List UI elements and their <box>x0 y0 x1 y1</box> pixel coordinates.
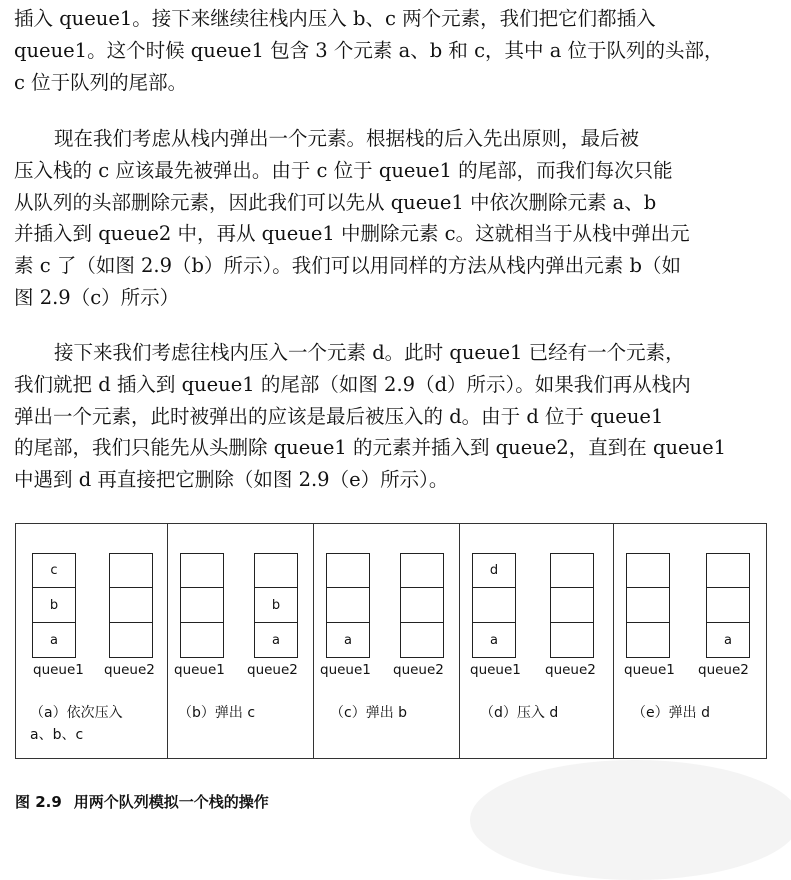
text-line: 我们就把 d 插入到 queue1 的尾部（如图 2.9（d）所示）。如果我们再从栈内 <box>14 372 691 396</box>
text-line: 接下来我们考虑往栈内压入一个元素 d。此时 queue1 已经有一个元素， <box>54 341 685 364</box>
queue-cell <box>626 553 670 588</box>
queue-cell: b <box>254 588 298 623</box>
queue-cell <box>626 588 670 623</box>
queue2-box <box>706 553 750 658</box>
queue-cell <box>326 588 370 623</box>
queue-cell <box>550 588 594 623</box>
figure-panel-b <box>168 524 314 758</box>
panel-caption-line: （d）压入 d <box>480 705 559 721</box>
queue2-box <box>254 553 298 658</box>
paragraph-2 <box>14 123 780 314</box>
queue1-box <box>472 553 516 658</box>
queue-cell <box>400 553 444 588</box>
figure-caption <box>15 791 269 812</box>
queue1-label: queue1 <box>320 662 371 678</box>
queue2-box <box>109 553 153 658</box>
panel-caption <box>178 702 255 724</box>
queue-cell <box>180 553 224 588</box>
text-line: c 位于队列的尾部。 <box>14 70 188 94</box>
panel-caption <box>30 702 123 746</box>
queue-cell <box>706 588 750 623</box>
queue2-label: queue2 <box>545 662 596 678</box>
queue-cell: b <box>32 588 76 623</box>
panel-caption-line: （c）弹出 b <box>330 705 408 721</box>
queue1-label: queue1 <box>174 662 225 678</box>
figure-panel-d <box>460 524 614 758</box>
queue1-label: queue1 <box>624 662 675 678</box>
queue-cell <box>109 623 153 658</box>
background-watermark <box>470 760 791 880</box>
queue-cell: a <box>706 623 750 658</box>
panel-caption-line: （e）弹出 d <box>632 705 710 721</box>
figure-panel-a <box>16 524 168 758</box>
figure-panel-e <box>614 524 766 758</box>
figure-caption-text: 用两个队列模拟一个栈的操作 <box>73 793 269 811</box>
queue-cell <box>550 553 594 588</box>
queue-cell <box>626 623 670 658</box>
queue2-label: queue2 <box>104 662 155 678</box>
text-line: 压入栈的 c 应该最先被弹出。由于 c 位于 queue1 的尾部，而我们每次只能 <box>14 158 673 182</box>
figure-2-9 <box>15 523 767 759</box>
paragraph-3 <box>14 337 780 496</box>
queue-cell <box>109 553 153 588</box>
figure-caption-number: 图 2.9 <box>15 793 62 811</box>
queue-cell <box>254 553 298 588</box>
queue1-label: queue1 <box>33 662 84 678</box>
text-line: 插入 queue1。接下来继续往栈内压入 b、c 两个元素，我们把它们都插入 <box>14 7 656 30</box>
text-line: 图 2.9（c）所示） <box>14 285 180 309</box>
queue1-box <box>32 553 76 658</box>
text-line: 弹出一个元素，此时被弹出的应该是最后被压入的 d。由于 d 位于 queue1 <box>14 404 664 428</box>
queue-cell <box>472 588 516 623</box>
panel-caption <box>480 702 558 724</box>
text-line: 并插入到 queue2 中，再从 queue1 中删除元素 c。这就相当于从栈中弹出元 <box>14 222 690 246</box>
queue1-box <box>326 553 370 658</box>
panel-caption-line: a、b、c <box>30 727 84 743</box>
queue-cell <box>180 588 224 623</box>
panel-caption-line: （a）依次压入 <box>30 705 123 721</box>
queue2-label: queue2 <box>393 662 444 678</box>
queue-cell <box>706 553 750 588</box>
panel-caption-line: （b）弹出 c <box>178 705 256 721</box>
queue-cell <box>109 588 153 623</box>
text-line: 素 c 了（如图 2.9（b）所示）。我们可以用同样的方法从栈内弹出元素 b（如 <box>14 254 681 278</box>
text-line: 中遇到 d 再直接把它删除（如图 2.9（e）所示）。 <box>14 468 449 492</box>
queue2-label: queue2 <box>698 662 749 678</box>
queue2-label: queue2 <box>247 662 298 678</box>
queue2-box <box>550 553 594 658</box>
figure-panel-c <box>314 524 460 758</box>
queue-cell: d <box>472 553 516 588</box>
queue-cell: a <box>254 623 298 658</box>
text-line: queue1。这个时候 queue1 包含 3 个元素 a、b 和 c，其中 a 位于队列的头部， <box>14 38 724 62</box>
queue-cell <box>400 623 444 658</box>
queue-cell: c <box>32 553 76 588</box>
queue-cell <box>326 553 370 588</box>
queue2-box <box>400 553 444 658</box>
queue-cell <box>550 623 594 658</box>
queue-cell: a <box>326 623 370 658</box>
queue1-box <box>626 553 670 658</box>
panel-caption <box>632 702 710 724</box>
queue-cell <box>180 623 224 658</box>
paragraph-1 <box>14 3 780 98</box>
queue-cell <box>400 588 444 623</box>
queue-cell: a <box>32 623 76 658</box>
queue1-label: queue1 <box>470 662 521 678</box>
queue-cell: a <box>472 623 516 658</box>
text-line: 的尾部，我们只能先从头删除 queue1 的元素并插入到 queue2，直到在 queue1 <box>14 436 727 460</box>
panel-caption <box>330 702 407 724</box>
queue1-box <box>180 553 224 658</box>
text-line: 从队列的头部删除元素，因此我们可以先从 queue1 中依次删除元素 a、b <box>14 190 657 214</box>
text-line: 现在我们考虑从栈内弹出一个元素。根据栈的后入先出原则，最后被 <box>54 127 640 150</box>
